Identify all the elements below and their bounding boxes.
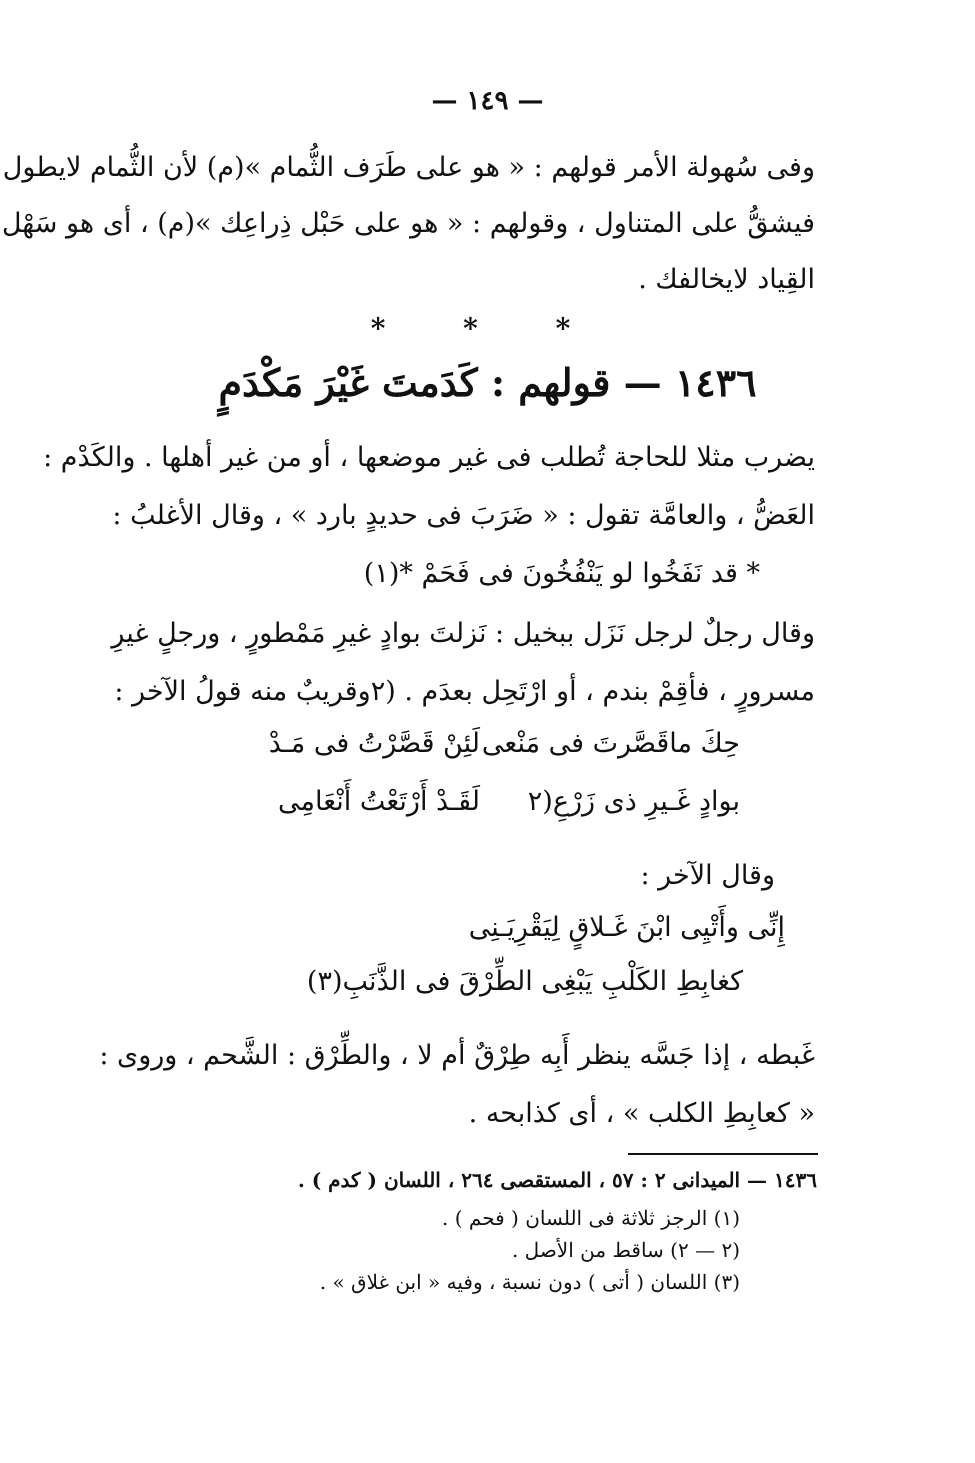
verse1-hemistich-4: بوادٍ غَـيرِ ذى زَرْعِ(٢ [527, 786, 740, 817]
para2-line-1: وقال رجلٌ لرجل نَزَل ببخيل : نَزلتَ بوادٍ غيرِ مَمْطورٍ ، ورجلٍ غيرِ [111, 618, 815, 649]
footnote-rule [628, 1153, 818, 1155]
verse2-line-1: إِنِّى وأَتْيِى ابْنَ غَـلاقٍ لِيَقْرِيَـنِى [468, 912, 785, 943]
intro-line-1: وفى سُهولة الأمر قولهم : « هو على طَرَف الثُّمام »(م) لأن الثُّمام لايطول [2, 152, 815, 183]
para1-line-1: يضرب مثلا للحاجة تُطلب فى غير موضعها ، أو من غير أهلها . والكَدْم : [43, 442, 815, 473]
verse2-intro: وقال الآخر : [640, 860, 775, 891]
footnote-2: (٢ — ٢) ساقط من الأصل . [511, 1238, 740, 1262]
intro-line-2: فيشقُّ على المتناول ، وقولهم : « هو على حَبْل ذِراعِك »(م) ، أى هو سَهْل [1, 208, 815, 239]
verse1-hemistich-3: لَقَـدْ أَرْتَعْتُ أَنْعَامِى [278, 786, 480, 817]
intro-line-3: القِياد لايخالفك . [638, 264, 815, 295]
verse1-hemistich-2: حِكَ ماقَصَّرتَ فى مَنْعى [481, 728, 740, 759]
entry-heading: ١٤٣٦ — قولهم : كَدَمتَ غَيْرَ مَكْدَمٍ [218, 360, 757, 405]
footnote-1: (١) الرجز ثلاثة فى اللسان ( فحم ) . [442, 1206, 740, 1230]
para2-line-2: مسرورٍ ، فأقِمْ بندم ، أو ارْتَحِل بعدَم . (٢وقريبٌ منه قولُ الآخر : [114, 676, 815, 707]
footnote-source: ١٤٣٦ — الميدانى ٢ : ٥٧ ، المستقصى ٢٦٤ ، اللسان ( كدم ) . [297, 1168, 817, 1192]
para3-line-1: غَبطه ، إذا جَسَّه ينظر أَبِه طِرْقٌ أم لا ، والطِّرْق : الشَّحم ، وروى : [99, 1040, 815, 1071]
para1-line-2: العَضُّ ، والعامَّة تقول : « ضَرَبَ فى حديدٍ بارد » ، وقال الأغلبُ : [112, 500, 815, 531]
section-separator: * * * [370, 312, 605, 345]
rajaz-verse: * قد نَفَخُوا لو يَنْفُخُونَ فى فَحَمْ *(١) [363, 558, 760, 589]
verse2-line-2: كغابِطِ الكَلْبِ يَبْغِى الطِّرْقَ فى الذَّنَبِ(٣) [306, 966, 743, 997]
para3-line-2: « كعابِطِ الكلب » ، أى كذابحه . [468, 1098, 815, 1129]
page-number: — ١٤٩ — [431, 86, 544, 116]
verse1-hemistich-1: لَئِنْ قَصَّرْتُ فى مَـدْ [268, 728, 480, 759]
footnote-3: (٣) اللسان ( أتى ) دون نسبة ، وفيه « ابن غلاق » . [319, 1270, 740, 1294]
